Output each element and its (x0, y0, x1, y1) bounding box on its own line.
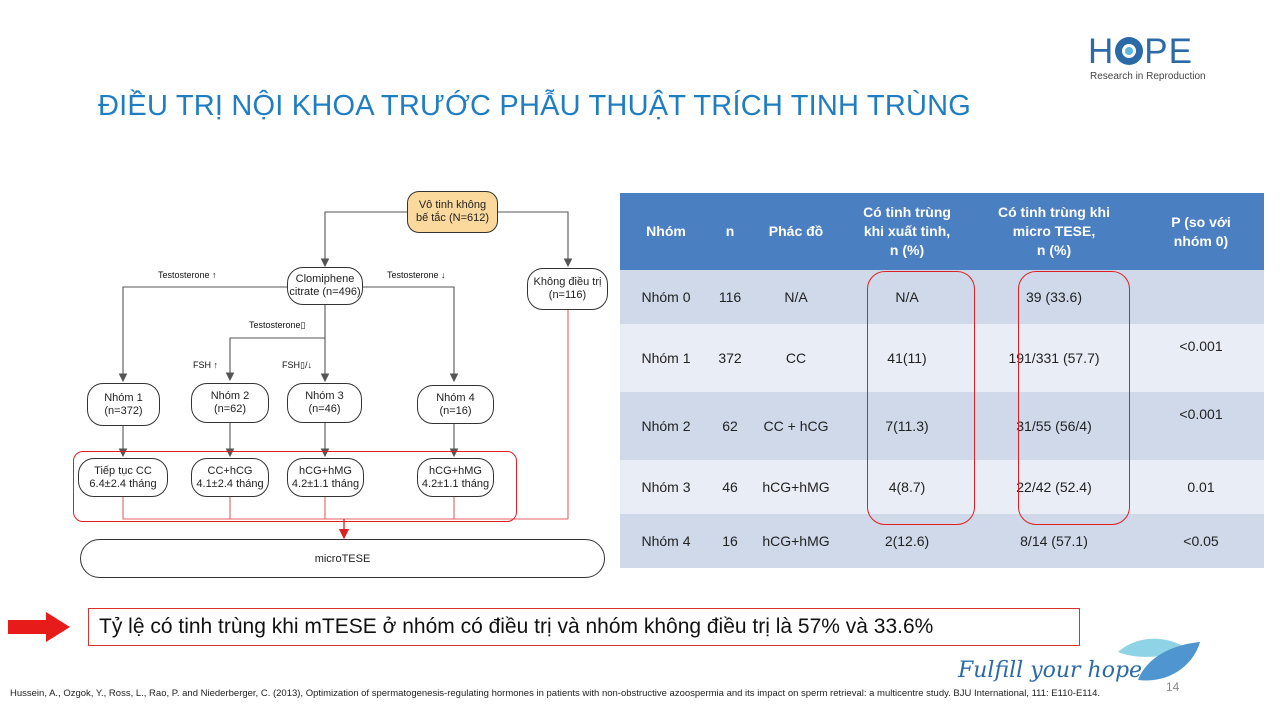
cell-group: Nhóm 0 (620, 270, 712, 324)
cell-group: Nhóm 2 (620, 392, 712, 460)
treatment-4-node: hCG+hMG 4.2±1.1 tháng (417, 458, 494, 497)
conclusion-box: Tỷ lệ có tinh trùng khi mTESE ở nhóm có điều trị và nhóm không điều trị là 57% và 33.6% (88, 608, 1080, 646)
cell-p-value: <0.05 (1138, 514, 1264, 568)
label-testosterone-down: Testosterone ↓ (387, 270, 446, 280)
cell-ejaculate: 2(12.6) (844, 514, 970, 568)
header-p-value: P (so với nhóm 0) (1138, 193, 1264, 270)
cell-ejaculate: 4(8.7) (844, 460, 970, 514)
cell-n: 46 (712, 460, 748, 514)
cell-p-value: <0.001 (1138, 324, 1264, 392)
label-fsh-mix: FSH▯/↓ (282, 360, 312, 370)
cell-group: Nhóm 4 (620, 514, 712, 568)
cell-regimen: hCG+hMG (748, 514, 844, 568)
cell-regimen: CC + hCG (748, 392, 844, 460)
cell-regimen: CC (748, 324, 844, 392)
treatment-3-node: hCG+hMG 4.2±1.1 tháng (287, 458, 364, 497)
cell-n: 116 (712, 270, 748, 324)
cell-ejaculate: 7(11.3) (844, 392, 970, 460)
cell-microtese: 22/42 (52.4) (970, 460, 1138, 514)
microtese-node: microTESE (80, 539, 605, 578)
ejaculate-column-highlight (867, 271, 975, 525)
header-group: Nhóm (620, 193, 712, 270)
cell-ejaculate: N/A (844, 270, 970, 324)
header-microtese: Có tinh trùng khi micro TESE, n (%) (970, 193, 1138, 270)
cell-group: Nhóm 3 (620, 460, 712, 514)
treatment-flowchart (0, 180, 620, 600)
cell-microtese: 31/55 (56/4) (970, 392, 1138, 460)
microtese-column-highlight (1018, 271, 1130, 525)
group-4-node: Nhóm 4 (n=16) (417, 385, 494, 424)
red-arrow-icon (8, 612, 70, 642)
cell-p-value (1138, 270, 1264, 324)
treatment-1-node: Tiếp tục CC 6.4±2.4 tháng (78, 458, 168, 497)
cell-regimen: N/A (748, 270, 844, 324)
table-header-row (620, 193, 1264, 270)
cell-group: Nhóm 1 (620, 324, 712, 392)
hope-logo (1088, 34, 1208, 84)
cell-n: 16 (712, 514, 748, 568)
header-ejaculate: Có tinh trùng khi xuất tinh, n (%) (844, 193, 970, 270)
treatment-highlight-box (73, 451, 517, 522)
cell-microtese: 8/14 (57.1) (970, 514, 1138, 568)
reference-citation: Hussein, A., Ozgok, Y., Ross, L., Rao, P. and Niederberger, C. (2013), Optimization of spermatogenesis-regulating hormones in patients with non-obstructive azoospermia and its impact on sperm retrieval: a multicentre study. BJU International, 111: E110-E114. (10, 688, 1101, 699)
group-3-node: Nhóm 3 (n=46) (287, 383, 362, 423)
root-node: Vô tinh không bế tắc (N=612) (407, 191, 498, 233)
logo-tagline: Research in Reproduction (1090, 71, 1206, 82)
cell-n: 62 (712, 392, 748, 460)
label-testosterone-mid: Testosterone▯ (249, 320, 306, 330)
header-regimen: Phác đồ (748, 193, 844, 270)
cell-ejaculate: 41(11) (844, 324, 970, 392)
slogan: Fulfill your hope (958, 658, 1143, 683)
eye-icon (1115, 37, 1143, 65)
header-n: n (712, 193, 748, 270)
group-1-node: Nhóm 1 (n=372) (87, 383, 160, 426)
cell-n: 372 (712, 324, 748, 392)
no-treatment-node: Không điều trị (n=116) (527, 268, 608, 310)
cell-p-value: <0.001 (1138, 392, 1264, 460)
label-testosterone-up: Testosterone ↑ (158, 270, 217, 280)
cell-microtese: 39 (33.6) (970, 270, 1138, 324)
leaf-logo-icon (1108, 632, 1204, 688)
cell-p-value: 0.01 (1138, 460, 1264, 514)
slide-title: ĐIỀU TRỊ NỘI KHOA TRƯỚC PHẪU THUẬT TRÍCH TINH TRÙNG (98, 90, 972, 122)
treatment-2-node: CC+hCG 4.1±2.4 tháng (191, 458, 269, 497)
logo-wordmark: H PE (1088, 32, 1193, 71)
label-fsh-up: FSH ↑ (193, 360, 219, 370)
page-number: 14 (1166, 680, 1180, 694)
cell-microtese: 191/331 (57.7) (970, 324, 1138, 392)
group-2-node: Nhóm 2 (n=62) (191, 383, 269, 423)
clomiphene-node: Clomiphene citrate (n=496) (287, 267, 363, 305)
cell-regimen: hCG+hMG (748, 460, 844, 514)
